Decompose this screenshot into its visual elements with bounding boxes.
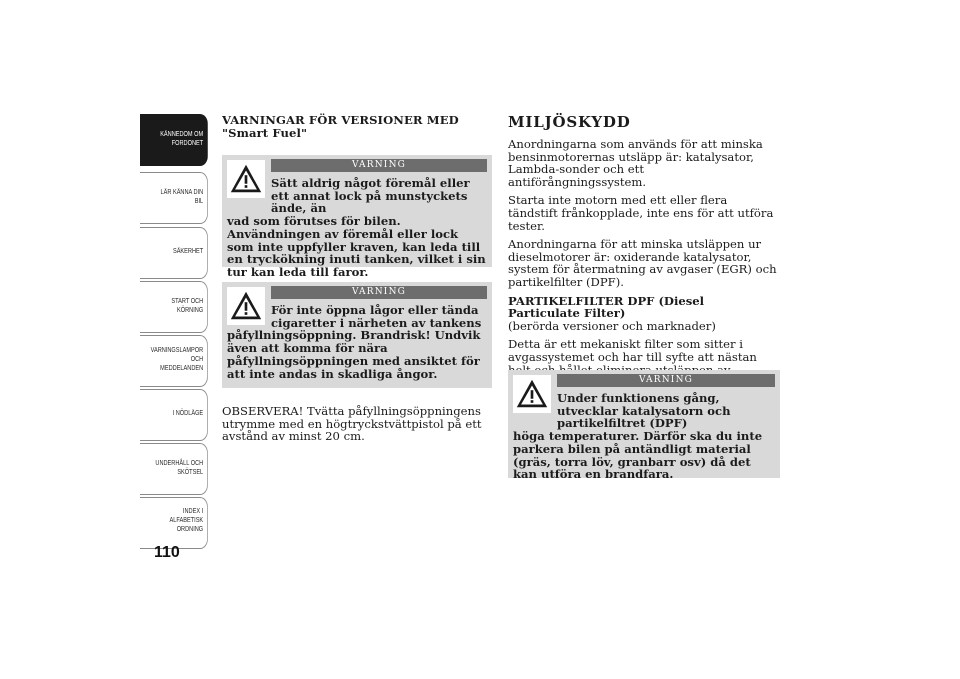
- warning-triangle-icon: [227, 287, 265, 325]
- tab-label: ALFABETISK: [169, 515, 204, 524]
- tab-label: I NÖDLÄGE: [172, 408, 204, 417]
- tab-label: UNDERHÅLL OCH: [155, 458, 204, 467]
- tab-label: OCH: [190, 354, 204, 363]
- warning-label: VARNING: [271, 286, 487, 299]
- paragraph-dpf: Detta är ett mekaniskt filter som sitter i avgassystemet och har till syfte att nästan: [508, 337, 757, 364]
- warning-text: [227, 177, 487, 279]
- tab-sakerhet[interactable]: [140, 227, 208, 279]
- smart-fuel-heading: VARNINGAR FÖR VERSIONER MED "Smart Fuel": [222, 113, 459, 140]
- page-number: 110: [154, 544, 180, 561]
- section-title: MILJÖSKYDD: [508, 113, 631, 131]
- tab-label: LÄR KÄNNA DIN: [160, 187, 204, 196]
- warning-text: [513, 392, 775, 481]
- tab-label: ORDNING: [176, 524, 204, 533]
- warning-label: VARNING: [557, 374, 775, 387]
- tab-index[interactable]: [140, 497, 208, 549]
- warning-box-fire: [222, 282, 492, 388]
- dpf-block: [508, 295, 780, 333]
- warning-text-rest: höga temperaturer. Därför ska du inte parkera bilen på antändligt material (gräs, torra löv, granbarr osv) då det kan utföra en brandfara.: [513, 429, 763, 482]
- dpf-heading: PARTIKELFILTER DPF (Diesel Particulate Filter): [508, 293, 705, 321]
- warning-triangle-icon: [227, 160, 265, 198]
- tab-label: SKÖTSEL: [177, 467, 204, 476]
- tab-label: VARNINGSLAMPOR: [150, 345, 204, 354]
- warning-text-first: Sätt aldrig något föremål eller ett annat lock på munstyckets ände, än: [271, 176, 470, 216]
- warning-box-dpf: [508, 370, 780, 482]
- tab-start-och-korning[interactable]: [140, 281, 208, 333]
- left-column: [222, 114, 494, 148]
- tab-varningslampor[interactable]: [140, 335, 208, 387]
- tab-label: KÄNNEDOM OM: [160, 129, 204, 138]
- warning-text-rest: vad som förutses för bilen. Användningen av föremål eller lock som inte uppfyller kraven, kan leda till en tryckökning inuti tanken, vilket i sin tur kan leda till faror.: [227, 214, 486, 279]
- warning-label: VARNING: [271, 159, 487, 172]
- warning-triangle-icon: [513, 375, 551, 413]
- tab-label: FORDONET: [171, 138, 204, 147]
- warning-box-lock: [222, 155, 492, 279]
- tab-label: KÖRNING: [177, 305, 204, 314]
- warning-text-first: Under funktionens gång, utvecklar katalysatorn och partikelfiltret (DPF): [557, 391, 731, 431]
- tab-label: SÄKERHET: [172, 246, 204, 255]
- tab-label: START OCH: [171, 296, 204, 305]
- tab-lar-kanna-din-bil[interactable]: [140, 172, 208, 224]
- tab-kannedom-om-fordonet[interactable]: [140, 114, 208, 166]
- warning-text-first: För inte öppna lågor eller tända cigaretter i närheten av tankens: [271, 303, 482, 330]
- paragraph-diesel: Anordningarna för att minska utsläppen ur dieselmotorer är: oxiderande katalysator, system för återmatning av avgaser (EGR) och partikelfilter (DPF).: [508, 237, 777, 289]
- tab-i-nodlage[interactable]: [140, 389, 208, 441]
- dpf-subheading: (berörda versioner och marknader): [508, 318, 716, 333]
- left-note-block: [222, 405, 492, 449]
- tab-label: INDEX I: [182, 506, 204, 515]
- warning-text: [227, 304, 487, 380]
- cleaning-note: OBSERVERA! Tvätta påfyllningsöppningens utrymme med en högtryckstvättpistol på ett avstånd av minst 20 cm.: [222, 404, 482, 444]
- tab-label: BIL: [194, 196, 204, 205]
- paragraph-petrol: Anordningarna som används för att minska bensinmotorernas utsläpp är: katalysator, Lambda-sonder och ett antiförångningssystem.: [508, 137, 763, 189]
- warning-text-rest: påfyllningsöppning. Brandrisk! Undvik även att komma för nära påfyllningsöppningen med ansiktet för att inte andas in skadliga ångor.: [227, 328, 481, 381]
- paragraph-spark-plugs: Starta inte motorn med ett eller flera tändstift frånkopplade, inte ens för att utföra tester.: [508, 193, 774, 233]
- tab-underhall-och-skotsel[interactable]: [140, 443, 208, 495]
- right-column: [508, 114, 780, 395]
- tab-label: MEDDELANDEN: [160, 363, 204, 372]
